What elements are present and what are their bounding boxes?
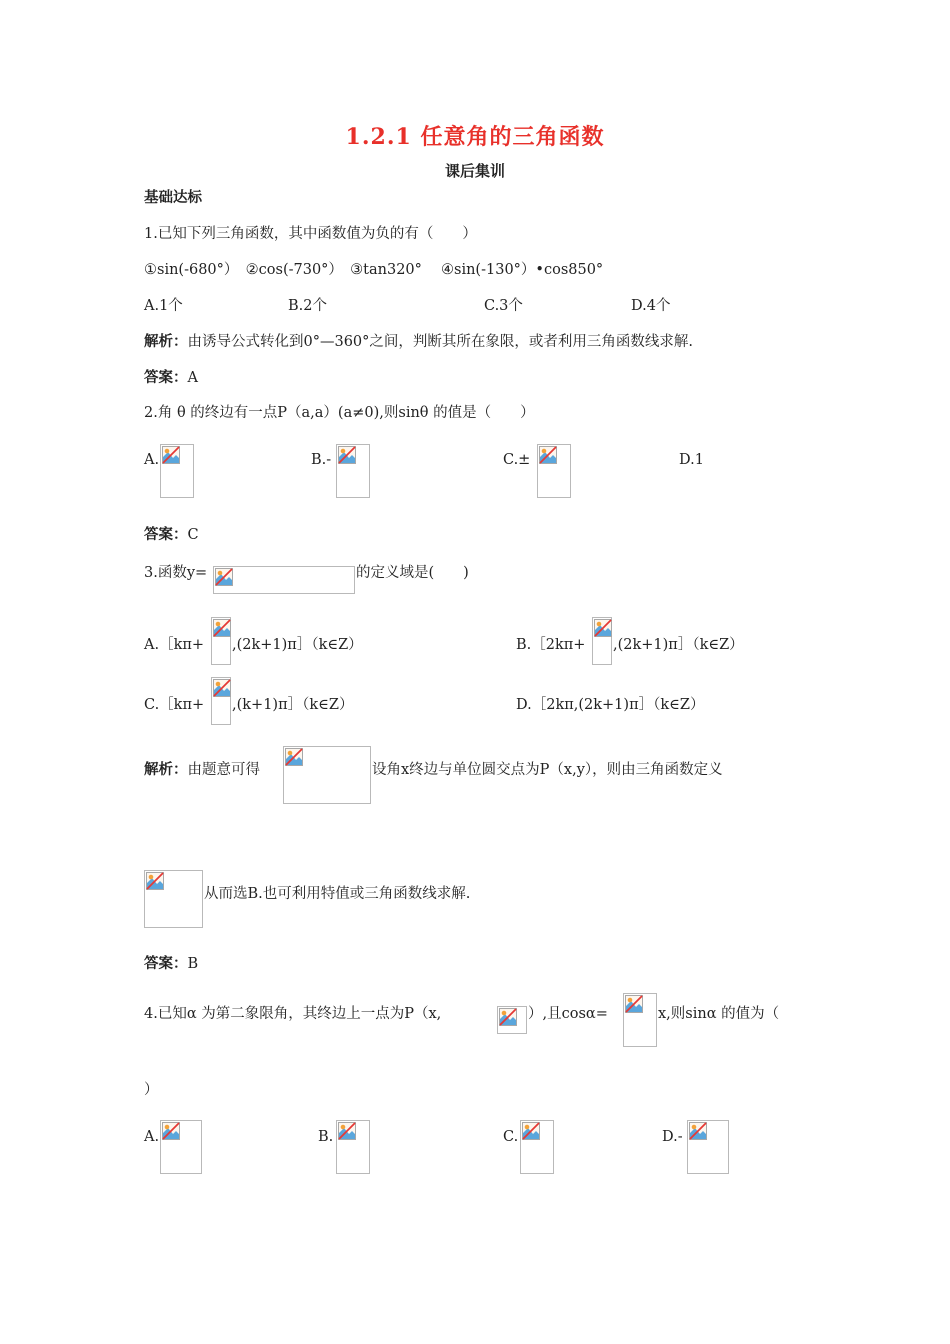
q1-option-d: D.4个 [631, 298, 671, 314]
q4-option-b: B. [318, 1129, 334, 1145]
q3-option-a-post: ,(2k+1)π］（k∈Z） [232, 637, 363, 653]
formula-image [144, 870, 203, 928]
q2-option-a: A. [144, 452, 160, 468]
q2-answer [144, 523, 199, 544]
q3-option-c-pre: C.［kπ+ [144, 697, 205, 713]
q1-option-a: A.1个 [144, 298, 183, 314]
formula-image [336, 1120, 370, 1174]
formula-image [160, 444, 194, 498]
broken-image-icon [146, 872, 164, 890]
q3-option-a-pre: A.［kπ+ [144, 637, 205, 653]
q4-option-c: C. [503, 1129, 519, 1145]
answer-label: 答案： [144, 956, 188, 972]
q4-stem-part2: ）,且cosα= [528, 1006, 608, 1022]
q4-option-a: A. [144, 1129, 160, 1145]
formula-image [211, 617, 231, 665]
q3-option-d: D.［2kπ,(2k+1)π］（k∈Z） [516, 697, 705, 713]
q3-option-c-post: ,(k+1)π］（k∈Z） [232, 697, 354, 713]
q4-stem-part3: x,则sinα 的值为（ [658, 1006, 780, 1022]
broken-image-icon [213, 679, 231, 697]
q3-option-b-pre: B.［2kπ+ [516, 637, 586, 653]
formula-image [213, 566, 355, 594]
answer-value: A [187, 370, 198, 386]
broken-image-icon [162, 1122, 180, 1140]
answer-label: 答案： [144, 370, 188, 386]
answer-value: B [187, 956, 199, 972]
formula-image [687, 1120, 729, 1174]
q2-option-d: D.1 [679, 452, 704, 468]
q1-option-c: C.3个 [484, 298, 523, 314]
formula-image [497, 1006, 527, 1034]
q3-analysis-line2: 从而选B.也可利用特值或三角函数线求解. [204, 886, 471, 902]
broken-image-icon [213, 619, 231, 637]
broken-image-icon [539, 446, 557, 464]
broken-image-icon [338, 446, 356, 464]
broken-image-icon [594, 619, 612, 637]
broken-image-icon [625, 995, 643, 1013]
broken-image-icon [499, 1008, 517, 1026]
broken-image-icon [285, 748, 303, 766]
broken-image-icon [522, 1122, 540, 1140]
q1-analysis [144, 330, 693, 351]
q3-analysis-label [144, 758, 260, 779]
q2-option-c: C.± [503, 452, 531, 468]
formula-image [537, 444, 571, 498]
q3-stem-suffix: 的定义域是( ) [356, 565, 469, 581]
formula-image [211, 677, 231, 725]
q1-option-b: B.2个 [288, 298, 327, 314]
formula-image [592, 617, 612, 665]
q3-analysis-continued: 设角x终边与单位圆交点为P（x,y），则由三角函数定义 [372, 762, 723, 778]
page-title: 1.2.1 任意角的三角函数 [345, 124, 605, 150]
formula-image [160, 1120, 202, 1174]
formula-image [283, 746, 371, 804]
q3-answer [144, 952, 198, 973]
analysis-label: 解析： [144, 762, 188, 778]
broken-image-icon [689, 1122, 707, 1140]
q4-stem-part1: 4.已知α 为第二象限角，其终边上一点为P（x, [144, 1006, 442, 1022]
q1-answer [144, 366, 198, 387]
q4-option-d: D.- [662, 1129, 683, 1145]
formula-image [623, 993, 657, 1047]
answer-value: C [187, 527, 199, 543]
section-heading: 基础达标 [144, 190, 202, 206]
q4-stem-line2: ） [144, 1082, 159, 1098]
analysis-text: 由题意可得 [187, 762, 260, 778]
q1-items: ①sin(-680°） ②cos(-730°） ③tan320° ④sin(-130°）•cos850° [144, 262, 604, 278]
q1-stem: 1.已知下列三角函数，其中函数值为负的有（ ） [144, 226, 477, 242]
formula-image [336, 444, 370, 498]
formula-image [520, 1120, 554, 1174]
analysis-text: 由诱导公式转化到0°—360°之间，判断其所在象限，或者利用三角函数线求解. [187, 334, 694, 350]
q3-stem-prefix: 3.函数y= [144, 565, 208, 581]
answer-label: 答案： [144, 527, 188, 543]
page-subtitle: 课后集训 [444, 162, 505, 180]
q2-option-b: B.- [311, 452, 332, 468]
q2-stem: 2.角 θ 的终边有一点P（a,a）(a≠0),则sinθ 的值是（ ） [144, 405, 535, 421]
broken-image-icon [215, 568, 233, 586]
broken-image-icon [162, 446, 180, 464]
analysis-label: 解析： [144, 334, 188, 350]
broken-image-icon [338, 1122, 356, 1140]
q3-option-b-post: ,(2k+1)π］（k∈Z） [613, 637, 744, 653]
